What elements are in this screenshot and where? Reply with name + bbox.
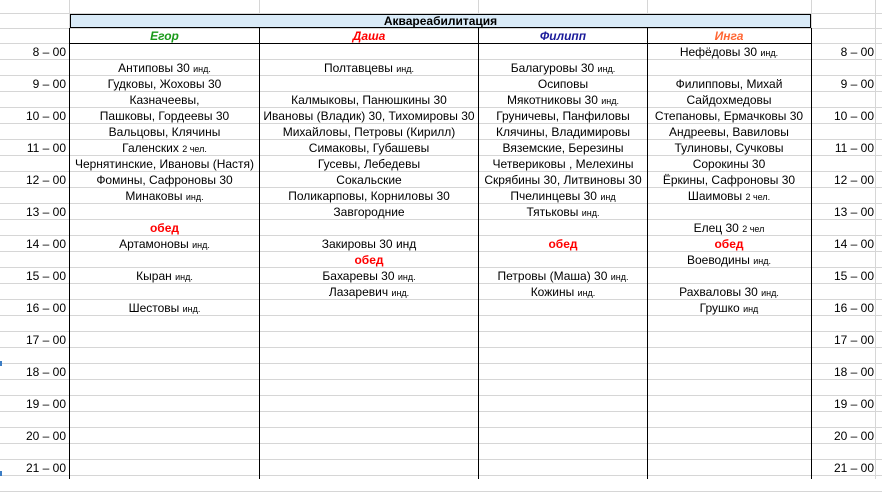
- schedule-cell[interactable]: [479, 236, 647, 252]
- cell-text: Вяземские, Березины: [502, 141, 624, 155]
- cell-text: Бахаревы 30: [322, 269, 398, 283]
- cell-text: Клячины, Владимировы: [495, 125, 631, 139]
- schedule-cell[interactable]: [648, 140, 810, 156]
- cell-text: Галенских: [122, 141, 183, 155]
- cell-text: Полтавцевы: [324, 61, 397, 75]
- column-header-dasha: Даша: [352, 29, 386, 43]
- schedule-cell[interactable]: [260, 172, 478, 188]
- column-header-filipp: Филипп: [539, 29, 587, 43]
- schedule-cell[interactable]: [260, 108, 478, 124]
- cell-text: Пашковы, Гордеевы 30: [99, 109, 230, 123]
- schedule-cell[interactable]: [260, 92, 478, 108]
- cell-note: инд.: [610, 272, 629, 282]
- schedule-cell[interactable]: [479, 60, 647, 76]
- schedule-cell[interactable]: [648, 188, 810, 204]
- cell-text: Сокальские: [336, 173, 402, 187]
- cell-note: инд.: [601, 96, 619, 106]
- time-label-right: 8 – 00: [840, 45, 874, 59]
- grid-line: [0, 395, 882, 396]
- schedule-cell[interactable]: [479, 92, 647, 108]
- grid-line: [0, 331, 882, 332]
- time-label-right: 13 – 00: [833, 205, 874, 219]
- schedule-cell[interactable]: [260, 204, 478, 220]
- cell-text: Тулиновы, Сучковы: [674, 141, 784, 155]
- cell-text: Елец 30: [693, 221, 743, 235]
- grid-line: [0, 379, 882, 380]
- schedule-cell[interactable]: [648, 44, 810, 60]
- schedule-cell[interactable]: [70, 92, 259, 108]
- time-label-right: 10 – 00: [833, 109, 874, 123]
- schedule-cell[interactable]: [479, 76, 647, 92]
- schedule-cell[interactable]: [70, 76, 259, 92]
- time-label-left: 20 – 00: [25, 429, 66, 443]
- cell-text: Ёркины, Сафроновы 30: [662, 173, 796, 187]
- schedule-cell[interactable]: [70, 108, 259, 124]
- cell-text: Степановы, Ермачковы 30: [654, 109, 804, 123]
- time-label-right: 17 – 00: [833, 333, 874, 347]
- row-marker-icon: [0, 361, 2, 366]
- grid-line: [0, 443, 882, 444]
- column-header-egor: Егор: [150, 29, 179, 43]
- cell-text: Кыран: [136, 269, 176, 283]
- cell-note: инд.: [391, 288, 410, 298]
- cell-text: Поликарповы, Корниловы 30: [288, 189, 450, 203]
- schedule-cell[interactable]: [648, 284, 810, 300]
- cell-text: Петровы (Маша) 30: [497, 269, 611, 283]
- schedule-cell[interactable]: [648, 108, 810, 124]
- time-label-right: 16 – 00: [833, 301, 874, 315]
- row-marker-icon: [0, 471, 2, 476]
- time-label-left: 9 – 00: [32, 77, 66, 91]
- schedule-cell[interactable]: [648, 300, 810, 316]
- time-label-left: 11 – 00: [26, 141, 66, 155]
- grid-line: [0, 411, 882, 412]
- schedule-cell[interactable]: [648, 236, 810, 252]
- schedule-cell[interactable]: [479, 204, 647, 220]
- column-header-inga: Инга: [714, 29, 744, 43]
- cell-text: Сайдохмедовы: [686, 93, 772, 107]
- schedule-cell[interactable]: [648, 172, 810, 188]
- cell-text: Нефёдовы 30: [679, 45, 761, 59]
- time-label-right: 11 – 00: [834, 141, 874, 155]
- schedule-cell[interactable]: [70, 156, 259, 172]
- cell-text: Мякотниковы 30: [507, 93, 602, 107]
- schedule-cell[interactable]: [70, 188, 259, 204]
- cell-note: инд.: [193, 64, 211, 74]
- cell-text: Михайловы, Петровы (Кирилл): [282, 125, 456, 139]
- time-label-left: 13 – 00: [25, 205, 66, 219]
- time-label-right: 18 – 00: [833, 365, 874, 379]
- cell-note: инд.: [397, 272, 416, 282]
- grid-line: [0, 475, 882, 476]
- cell-text: Воеводины: [686, 253, 754, 267]
- time-label-right: 12 – 00: [833, 173, 874, 187]
- cell-note: инд.: [182, 304, 201, 314]
- schedule-cell[interactable]: [70, 124, 259, 140]
- schedule-cell[interactable]: [70, 220, 259, 236]
- cell-note: инд.: [175, 272, 193, 282]
- schedule-cell[interactable]: [648, 156, 810, 172]
- time-label-left: 17 – 00: [25, 333, 66, 347]
- time-label-left: 19 – 00: [25, 397, 66, 411]
- grid-line: [0, 459, 882, 460]
- schedule-cell[interactable]: [479, 140, 647, 156]
- schedule-cell[interactable]: [260, 268, 478, 284]
- lunch-label: обед: [714, 237, 744, 251]
- grid-line: [0, 363, 882, 364]
- cell-note: 2 чел: [742, 224, 765, 234]
- cell-text: Минаковы: [125, 189, 186, 203]
- cell-text: Артамоновы: [119, 237, 193, 251]
- schedule-cell[interactable]: [70, 300, 259, 316]
- cell-text: Калмыковы, Панюшкины 30: [291, 93, 447, 107]
- cell-note: инд.: [753, 256, 772, 266]
- schedule-cell[interactable]: [260, 188, 478, 204]
- cell-text: Симаковы, Губашевы: [308, 141, 430, 155]
- schedule-cell[interactable]: [260, 284, 478, 300]
- cell-text: Четвериковы , Мелехины: [492, 157, 634, 171]
- time-label-left: 21 – 00: [25, 461, 66, 475]
- time-label-right: 21 – 00: [833, 461, 874, 475]
- schedule-cell[interactable]: [648, 252, 810, 268]
- cell-text: Рахваловы 30: [679, 285, 762, 299]
- cell-text: Скрябины 30, Литвиновы 30: [484, 173, 642, 187]
- schedule-cell[interactable]: [479, 108, 647, 124]
- cell-note: инд: [743, 304, 759, 314]
- cell-text: Гусевы, Лебедевы: [317, 157, 421, 171]
- schedule-cell[interactable]: [260, 140, 478, 156]
- cell-note: инд.: [185, 192, 204, 202]
- time-label-left: 14 – 00: [25, 237, 66, 251]
- cell-note: инд.: [577, 288, 596, 298]
- cell-note: инд.: [192, 240, 210, 250]
- cell-text: Завгородние: [333, 205, 405, 219]
- schedule-cell[interactable]: [70, 268, 259, 284]
- cell-text: Балагуровы 30: [510, 61, 598, 75]
- cell-text: Закировы 30 инд: [321, 237, 417, 251]
- cell-note: инд.: [761, 288, 779, 298]
- schedule-cell[interactable]: [260, 124, 478, 140]
- schedule-cell[interactable]: [260, 252, 478, 268]
- cell-text: Антиповы 30: [118, 61, 194, 75]
- cell-text: Казначеевы,: [129, 93, 200, 107]
- schedule-cell[interactable]: [479, 268, 647, 284]
- time-label-left: 18 – 00: [25, 365, 66, 379]
- time-label-right: 19 – 00: [833, 397, 874, 411]
- schedule-cell[interactable]: [260, 236, 478, 252]
- cell-text: Шестовы: [128, 301, 183, 315]
- schedule-cell[interactable]: [479, 172, 647, 188]
- schedule-cell[interactable]: [260, 156, 478, 172]
- grid-line: [0, 347, 882, 348]
- time-label-right: 20 – 00: [833, 429, 874, 443]
- schedule-cell[interactable]: [70, 60, 259, 76]
- schedule-cell[interactable]: [70, 140, 259, 156]
- time-label-left: 15 – 00: [25, 269, 66, 283]
- sheet-title: Аквареабилитация: [70, 14, 811, 28]
- cell-text: Гудковы, Жоховы 30: [107, 77, 222, 91]
- schedule-cell[interactable]: [479, 284, 647, 300]
- time-label-left: 16 – 00: [25, 301, 66, 315]
- time-label-left: 8 – 00: [32, 45, 66, 59]
- grid-line: [875, 0, 876, 479]
- cell-text: Тятьковы: [526, 205, 582, 219]
- time-label-left: 12 – 00: [25, 173, 66, 187]
- time-label-right: 14 – 00: [833, 237, 874, 251]
- cell-text: Андреевы, Вавиловы: [669, 125, 789, 139]
- cell-text: Фомины, Сафроновы 30: [96, 173, 233, 187]
- cell-text: Филипповы, Михай: [675, 77, 783, 91]
- cell-text: Шаимовы: [687, 189, 746, 203]
- cell-text: Сорокины 30: [692, 157, 766, 171]
- cell-text: Грушко: [699, 301, 744, 315]
- cell-note: инд.: [396, 64, 414, 74]
- schedule-cell[interactable]: [479, 156, 647, 172]
- schedule-cell[interactable]: [648, 220, 810, 236]
- cell-note: инд.: [760, 48, 779, 58]
- time-label-right: 15 – 00: [833, 269, 874, 283]
- time-label-right: 9 – 00: [840, 77, 874, 91]
- schedule-cell[interactable]: [648, 76, 810, 92]
- schedule-cell[interactable]: [260, 60, 478, 76]
- lunch-label: обед: [354, 253, 384, 267]
- cell-text: Пчелинцевы 30: [510, 189, 601, 203]
- cell-text: Чернятинские, Ивановы (Настя): [74, 157, 255, 171]
- cell-text: Груничевы, Панфиловы: [496, 109, 630, 123]
- schedule-cell[interactable]: [648, 92, 810, 108]
- lunch-label: обед: [149, 221, 180, 235]
- cell-note: 2 чел.: [182, 144, 207, 154]
- cell-text: Осиповы: [537, 77, 589, 91]
- cell-note: инд: [600, 192, 616, 202]
- lunch-label: обед: [548, 237, 578, 251]
- schedule-cell[interactable]: [70, 236, 259, 252]
- cell-note: инд.: [581, 208, 600, 218]
- cell-text: Вальцовы, Клячины: [108, 125, 221, 139]
- cell-text: Лазаревич: [328, 285, 392, 299]
- schedule-cell[interactable]: [648, 124, 810, 140]
- cell-note: 2 чел.: [745, 192, 771, 202]
- cell-note: инд.: [597, 64, 616, 74]
- schedule-cell[interactable]: [479, 188, 647, 204]
- grid-line: [0, 427, 882, 428]
- cell-text: Ивановы (Владик) 30, Тихомировы 30: [263, 109, 475, 123]
- schedule-cell[interactable]: [479, 124, 647, 140]
- cell-text: Кожины: [530, 285, 578, 299]
- time-label-left: 10 – 00: [25, 109, 66, 123]
- schedule-cell[interactable]: [70, 172, 259, 188]
